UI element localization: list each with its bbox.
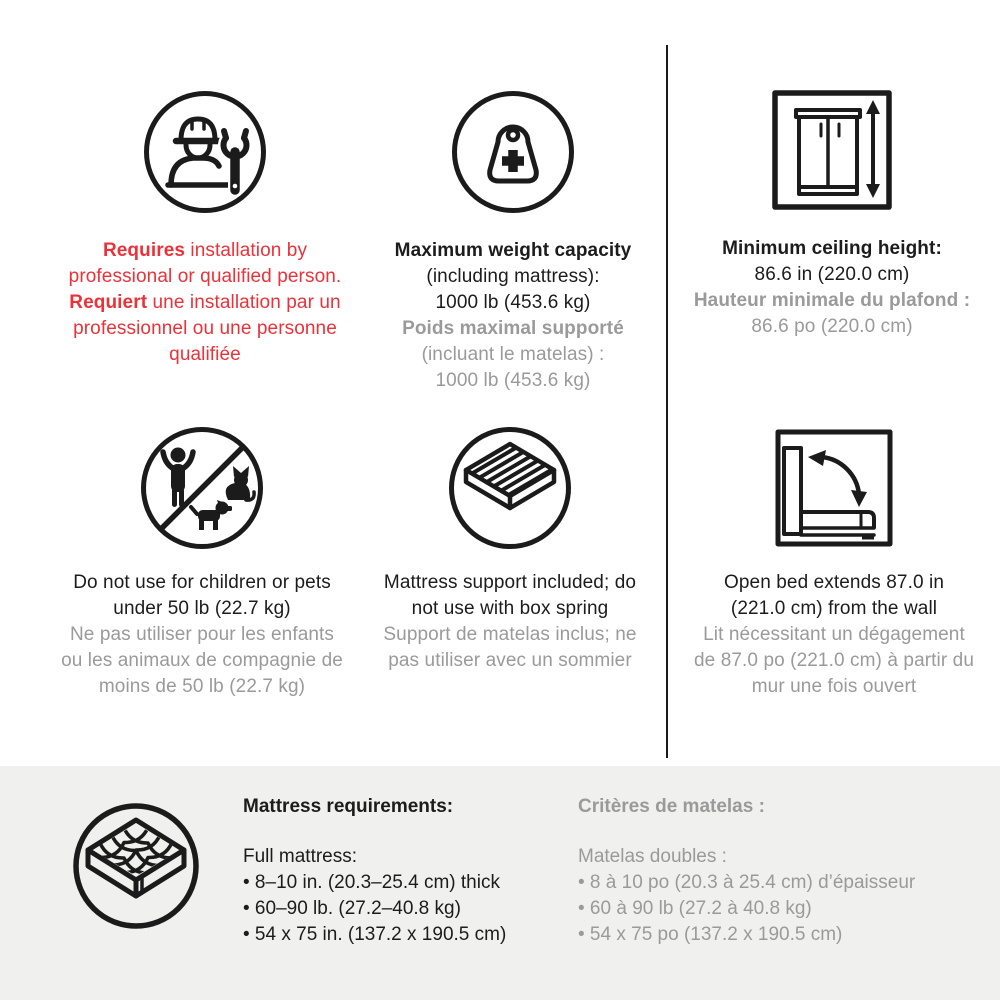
mattress-icon — [70, 800, 202, 932]
text-line: moins de 50 lb (22.7 kg) — [98, 676, 306, 697]
bullet-line: • 54 x 75 po (137.2 x 190.5 cm) — [578, 924, 843, 945]
mattress-requirements-en — [243, 794, 506, 948]
mattress-support-icon — [446, 424, 574, 552]
bullet-line: • 60–90 lb. (27.2–40.8 kg) — [243, 898, 461, 919]
open-bed-icon — [770, 424, 898, 552]
text-line: Lit nécessitant un dégagement — [703, 624, 965, 645]
text-line — [52, 290, 358, 316]
text-line: under 50 lb (22.7 kg) — [113, 598, 291, 619]
text-line: professionnel ou une personne — [73, 318, 337, 339]
no-children-pets-icon — [138, 424, 266, 552]
text-segment: installation by — [185, 240, 308, 261]
installer-wrench-icon — [141, 88, 269, 216]
panel-installation — [52, 88, 358, 368]
text-segment: une installation par un — [147, 292, 341, 313]
text-line: (221.0 cm) from the wall — [730, 598, 938, 619]
panel-no-children-pets — [40, 424, 364, 700]
text-line: ou les animaux de compagnie de — [61, 650, 343, 671]
ceiling-height-icon — [768, 86, 896, 214]
mattress-requirements-heading-fr: Critères de matelas : — [578, 796, 765, 817]
text-line: de 87.0 po (221.0 cm) à partir du — [693, 650, 974, 671]
weight-capacity-icon — [449, 88, 577, 216]
bold-word: Requiert — [69, 292, 148, 313]
mattress-requirements-band — [0, 766, 1000, 1000]
bold-word: Requires — [102, 240, 186, 261]
text-line: 1000 lb (453.6 kg) — [435, 370, 591, 391]
text-line: Maximum weight capacity — [394, 240, 632, 261]
text-line: Ne pas utiliser pour les enfants — [69, 624, 335, 645]
text-line: Full mattress: — [243, 846, 358, 867]
mattress-requirements-heading-en: Mattress requirements: — [243, 796, 454, 817]
text-line: Hauteur minimale du plafond : — [693, 290, 971, 311]
panel-open-bed-clearance — [678, 424, 990, 700]
bullet-line: • 8–10 in. (20.3–25.4 cm) thick — [243, 872, 500, 893]
bullet-line: • 8 à 10 po (20.3 à 25.4 cm) d’épaisseur — [578, 872, 916, 893]
text-line: Do not use for children or pets — [73, 572, 331, 593]
bullet-line: • 54 x 75 in. (137.2 x 190.5 cm) — [243, 924, 507, 945]
text-line: pas utiliser avec un sommier — [388, 650, 632, 671]
text-line: professional or qualified person. — [68, 266, 342, 287]
text-line: 86.6 in (220.0 cm) — [754, 264, 910, 285]
text-line: (including mattress): — [426, 266, 600, 287]
panel-weight-capacity — [370, 88, 656, 394]
text-line: Minimum ceiling height: — [722, 238, 942, 259]
text-line: (incluant le matelas) : — [421, 344, 605, 365]
mattress-requirements-fr — [578, 794, 915, 948]
text-line: Open bed extends 87.0 in — [723, 572, 944, 593]
panel-ceiling-height — [683, 86, 981, 340]
text-line: 1000 lb (453.6 kg) — [435, 292, 591, 313]
bullet-line: • 60 à 90 lb (27.2 à 40.8 kg) — [578, 898, 812, 919]
text-line — [52, 238, 358, 264]
text-line: qualifiée — [169, 344, 241, 365]
text-line: Mattress support included; do — [383, 572, 637, 593]
text-line: Poids maximal supporté — [402, 318, 624, 339]
text-line: Support de matelas inclus; ne — [383, 624, 637, 645]
text-line: not use with box spring — [411, 598, 609, 619]
section-divider — [666, 45, 668, 758]
text-line: 86.6 po (220.0 cm) — [751, 316, 913, 337]
panel-mattress-support — [360, 424, 660, 674]
text-line: Matelas doubles : — [578, 846, 727, 867]
text-line: mur une fois ouvert — [751, 676, 917, 697]
